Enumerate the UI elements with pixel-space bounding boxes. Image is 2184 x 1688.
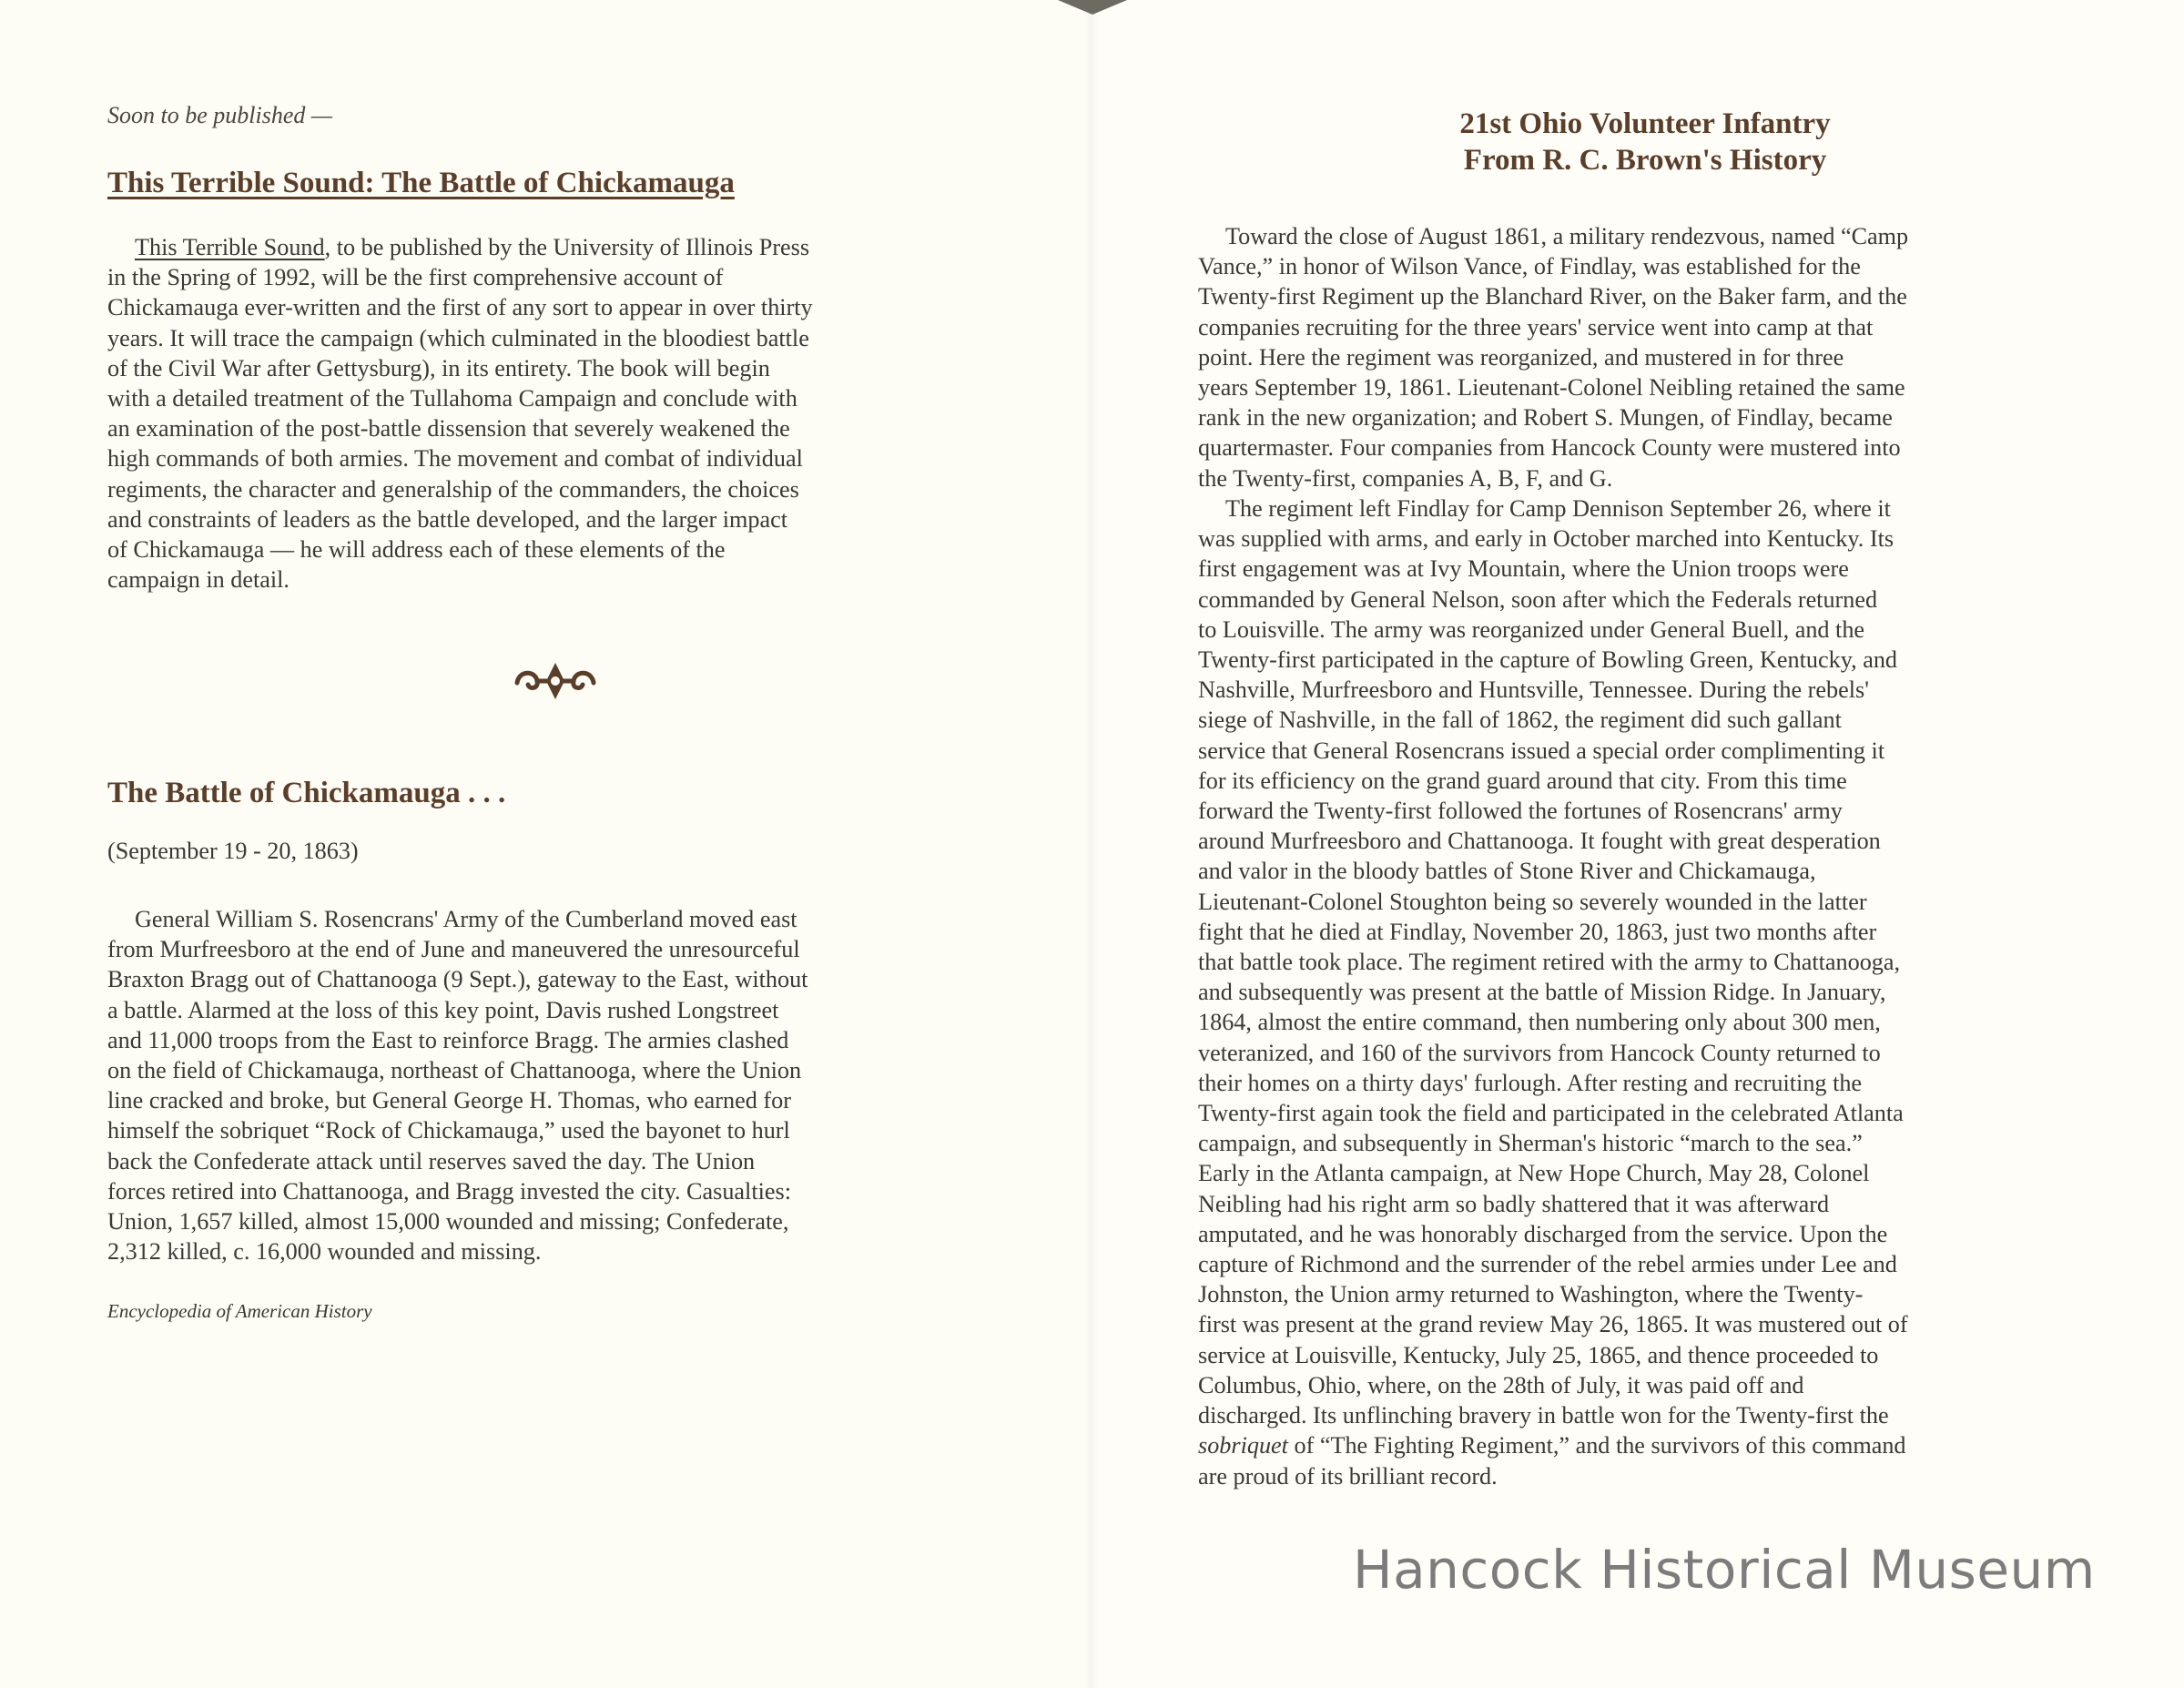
book-line	[107, 323, 1018, 353]
history-line	[1198, 1309, 2154, 1339]
battle-line-text: on the field of Chickamauga, northeast of Chattanooga, where the Union	[107, 1057, 802, 1084]
history-line-text: Johnston, the Union army returned to Washington, where the Twenty-	[1198, 1281, 1864, 1308]
history-line-text: fight that he died at Findlay, November 20, 1863, just two months after	[1198, 918, 1877, 945]
history-line-text: to Louisville. The army was reorganized under General Buell, and the	[1198, 615, 1865, 643]
history-line	[1198, 1249, 2154, 1279]
history-line-text: Neibling had his right arm so badly shattered that it was afterward	[1198, 1190, 1830, 1217]
history-line	[1198, 1128, 2154, 1158]
history-line	[1198, 1098, 2154, 1128]
book-heading: This Terrible Sound: The Battle of Chickamauga	[107, 167, 735, 199]
history-line	[1198, 493, 2154, 524]
history-line-text: amputated, and he was honorably discharged from the service. Upon the	[1198, 1220, 1888, 1247]
history-line	[1198, 402, 2154, 432]
history-line	[1198, 1430, 2154, 1460]
history-line	[1198, 977, 2154, 1007]
history-line	[1198, 1461, 2154, 1491]
history-line-text: commanded by General Nelson, soon after which the Federals returned	[1198, 585, 1878, 613]
battle-line	[107, 1055, 1018, 1085]
history-line	[1198, 1007, 2154, 1037]
history-line-text: the Twenty-first, companies A, B, F, and G.	[1198, 464, 1613, 492]
source-citation: Encyclopedia of American History	[107, 1300, 372, 1322]
battle-line	[107, 1115, 1018, 1145]
history-line	[1198, 554, 2154, 584]
history-line	[1198, 432, 2154, 463]
book-line-text: an examination of the post-battle dissension that severely weakened the	[107, 415, 790, 442]
battle-line	[107, 1085, 1018, 1115]
book-line-text: of Chickamauga — he will address each of these elements of the	[107, 536, 726, 564]
history-line-text: Early in the Atlanta campaign, at New Hope Church, May 28, Colonel	[1198, 1160, 1870, 1187]
history-line-text: Columbus, Ohio, where, on the 28th of July, it was paid off and	[1198, 1371, 1804, 1398]
book-line-text: campaign in detail.	[107, 566, 290, 594]
book-line-text: years. It will trace the campaign (which culminated in the bloodiest battle	[107, 324, 809, 351]
history-line-text: Toward the close of August 1861, a military rendezvous, named “Camp	[1225, 223, 1909, 249]
history-line	[1198, 826, 2154, 856]
history-line	[1198, 1340, 2154, 1370]
history-line	[1198, 1370, 2154, 1400]
battle-line-text: forces retired into Chattanooga, and Bragg invested the city. Casualties:	[107, 1177, 791, 1205]
history-line	[1198, 281, 2154, 311]
history-line	[1198, 645, 2154, 675]
history-line-text: discharged. Its unflinching bravery in battle won for the Twenty-first the	[1198, 1402, 1889, 1429]
history-line	[1198, 1158, 2154, 1188]
history-line-text: 1864, almost the entire command, then numbering only about 300 men,	[1198, 1009, 1881, 1036]
history-line-text: that battle took place. The regiment retired with the army to Chattanooga,	[1198, 949, 1901, 976]
book-description-paragraph	[107, 232, 1018, 595]
battle-line-text: Union, 1,657 killed, almost 15,000 wounded and missing; Confederate,	[107, 1208, 789, 1235]
book-line	[107, 474, 1018, 504]
history-line	[1198, 705, 2154, 735]
battle-line-text: General William S. Rosencrans' Army of the Cumberland moved east	[135, 906, 797, 932]
regiment-history-paragraph-1	[1198, 221, 2154, 493]
book-line	[107, 534, 1018, 564]
history-line-text: Lieutenant-Colonel Stoughton being so severely wounded in the latter	[1198, 888, 1867, 915]
book-line	[107, 504, 1018, 534]
history-line	[1198, 736, 2154, 766]
book-line	[107, 413, 1018, 443]
battle-line	[107, 995, 1018, 1025]
battle-line	[107, 934, 1018, 964]
history-line-text: forward the Twenty-first followed the fortunes of Rosencrans' army	[1198, 798, 1843, 825]
battle-line	[107, 1206, 1018, 1236]
battle-line-text: a battle. Alarmed at the loss of this key point, Davis rushed Longstreet	[107, 996, 779, 1023]
book-line-text: with a detailed treatment of the Tullahoma Campaign and conclude with	[107, 385, 797, 412]
history-line-text: and subsequently was present at the battle of Mission Ridge. In January,	[1198, 979, 1886, 1006]
history-line-text: point. Here the regiment was reorganized, and mustered in for three	[1198, 343, 1844, 371]
regiment-subtitle: From R. C. Brown's History	[1463, 144, 1827, 177]
battle-line	[107, 1176, 1018, 1206]
fleuron-ornament-icon	[512, 657, 599, 703]
history-line-text: siege of Nashville, in the fall of 1862, the regiment did such gallant	[1198, 707, 1842, 734]
history-line-text: Twenty-first participated in the capture of Bowling Green, Kentucky, and	[1198, 646, 1898, 674]
history-line-text: Twenty-first again took the field and participated in the celebrated Atlanta	[1198, 1100, 1904, 1127]
book-line	[107, 232, 1018, 262]
battle-line-text: and 11,000 troops from the East to reinforce Bragg. The armies clashed	[107, 1026, 789, 1053]
history-line-text: rank in the new organization; and Robert S. Mungen, of Findlay, became	[1198, 404, 1893, 432]
history-line-text: and valor in the bloody battles of Stone River and Chickamauga,	[1198, 858, 1816, 885]
history-line-text: first engagement was at Ivy Mountain, where the Union troops were	[1198, 555, 1849, 583]
history-line	[1198, 524, 2154, 554]
history-line	[1198, 856, 2154, 886]
history-line	[1198, 1038, 2154, 1068]
history-line-text: around Murfreesboro and Chattanooga. It fought with great desperation	[1198, 828, 1881, 855]
history-line-text: of “The Fighting Regiment,” and the survivors of this command	[1287, 1432, 1906, 1459]
battle-line-text: himself the sobriquet “Rock of Chickamauga,” used the bayonet to hurl	[107, 1117, 790, 1144]
history-line-text: service at Louisville, Kentucky, July 25, 1865, and thence proceeded to	[1198, 1341, 1879, 1368]
soon-to-be-published-kicker: Soon to be published —	[107, 102, 332, 128]
history-line	[1198, 1189, 2154, 1219]
battle-summary-paragraph	[107, 904, 1018, 1266]
history-line	[1198, 615, 2154, 645]
regiment-title: 21st Ohio Volunteer Infantry	[1459, 107, 1831, 140]
battle-line-text: back the Confederate attack until reserves saved the day. The Union	[107, 1147, 756, 1174]
battle-heading: The Battle of Chickamauga . . .	[107, 777, 506, 809]
history-line-text: first was present at the grand review May 26, 1865. It was mustered out of	[1198, 1311, 1908, 1338]
history-line	[1198, 463, 2154, 493]
history-line-text: was supplied with arms, and early in October marched into Kentucky. Its	[1198, 525, 1894, 553]
sobriquet-italic: sobriquet	[1198, 1432, 1288, 1459]
book-line-text: , to be published by the University of Illinois Press	[324, 234, 810, 260]
history-line	[1198, 342, 2154, 372]
regiment-history-paragraph-2	[1198, 493, 2154, 1491]
history-line	[1198, 372, 2154, 402]
book-line	[107, 383, 1018, 413]
history-line-text: for its efficiency on the grand guard around that city. From this time	[1198, 767, 1847, 794]
history-line	[1198, 585, 2154, 615]
battle-line-text: line cracked and broke, but General George H. Thomas, who earned for	[107, 1087, 791, 1114]
history-line-text: their homes on a thirty days' furlough. After resting and recruiting the	[1198, 1069, 1863, 1096]
battle-line-text: from Murfreesboro at the end of June and maneuvered the unresourceful	[107, 936, 800, 963]
history-line-text: Nashville, Murfreesboro and Huntsville, Tennessee. During the rebels'	[1198, 676, 1869, 704]
battle-dates: (September 19 - 20, 1863)	[107, 838, 359, 864]
history-line	[1198, 766, 2154, 796]
history-line	[1198, 675, 2154, 705]
history-line	[1198, 796, 2154, 826]
book-line	[107, 292, 1018, 322]
book-line	[107, 262, 1018, 292]
history-line	[1198, 1279, 2154, 1309]
book-line	[107, 443, 1018, 473]
history-line	[1198, 1219, 2154, 1249]
book-line-text: of the Civil War after Gettysburg), in its entirety. The book will begin	[107, 354, 770, 381]
history-line-text: Twenty-first Regiment up the Blanchard River, on the Baker farm, and the	[1198, 283, 1907, 310]
history-line-text: companies recruiting for the three years' service went into camp at that	[1198, 313, 1874, 341]
book-line-text: Chickamauga ever-written and the first of any sort to appear in over thirty	[107, 294, 813, 321]
book-title-reference: This Terrible Sound	[135, 234, 325, 260]
battle-line	[107, 904, 1018, 934]
history-line-text: years September 19, 1861. Lieutenant-Colonel Neibling retained the same	[1198, 374, 1905, 402]
history-line	[1198, 1068, 2154, 1098]
history-line	[1198, 887, 2154, 917]
book-line-text: and constraints of leaders as the battle developed, and the larger impact	[107, 505, 788, 533]
museum-watermark: Hancock Historical Museum	[1353, 1539, 2096, 1601]
battle-line	[107, 1146, 1018, 1176]
history-line	[1198, 251, 2154, 281]
book-line-text: regiments, the character and generalship of the commanders, the choices	[107, 475, 799, 503]
history-line-text: capture of Richmond and the surrender of the rebel armies under Lee and	[1198, 1251, 1897, 1278]
book-line	[107, 353, 1018, 383]
history-line-text: veteranized, and 160 of the survivors from Hancock County returned to	[1198, 1039, 1881, 1066]
history-line-text: quartermaster. Four companies from Hancock County were mustered into	[1198, 434, 1901, 462]
history-line	[1198, 312, 2154, 342]
battle-line-text: Braxton Bragg out of Chattanooga (9 Sept.), gateway to the East, without	[107, 966, 808, 993]
history-line	[1198, 1400, 2154, 1430]
battle-line-text: 2,312 killed, c. 16,000 wounded and missing.	[107, 1238, 542, 1266]
book-line-text: high commands of both armies. The movement and combat of individual	[107, 445, 803, 473]
book-line	[107, 564, 1018, 595]
history-line-text: Vance,” in honor of Wilson Vance, of Findlay, was established for the	[1198, 253, 1861, 280]
battle-line	[107, 1025, 1018, 1055]
history-line-text: service that General Rosencrans issued a special order complimenting it	[1198, 737, 1885, 764]
binding-notch	[1058, 0, 1127, 15]
battle-line	[107, 964, 1018, 994]
history-line	[1198, 947, 2154, 977]
book-spine	[1085, 0, 1098, 1688]
book-line-text: in the Spring of 1992, will be the first comprehensive account of	[107, 264, 724, 291]
history-line	[1198, 221, 2154, 251]
history-line	[1198, 917, 2154, 947]
history-line-text: campaign, and subsequently in Sherman's historic “march to the sea.”	[1198, 1130, 1863, 1157]
battle-line	[107, 1236, 1018, 1266]
history-line-text: are proud of its brilliant record.	[1198, 1462, 1498, 1490]
history-line-text: The regiment left Findlay for Camp Dennison September 26, where it	[1225, 495, 1891, 522]
